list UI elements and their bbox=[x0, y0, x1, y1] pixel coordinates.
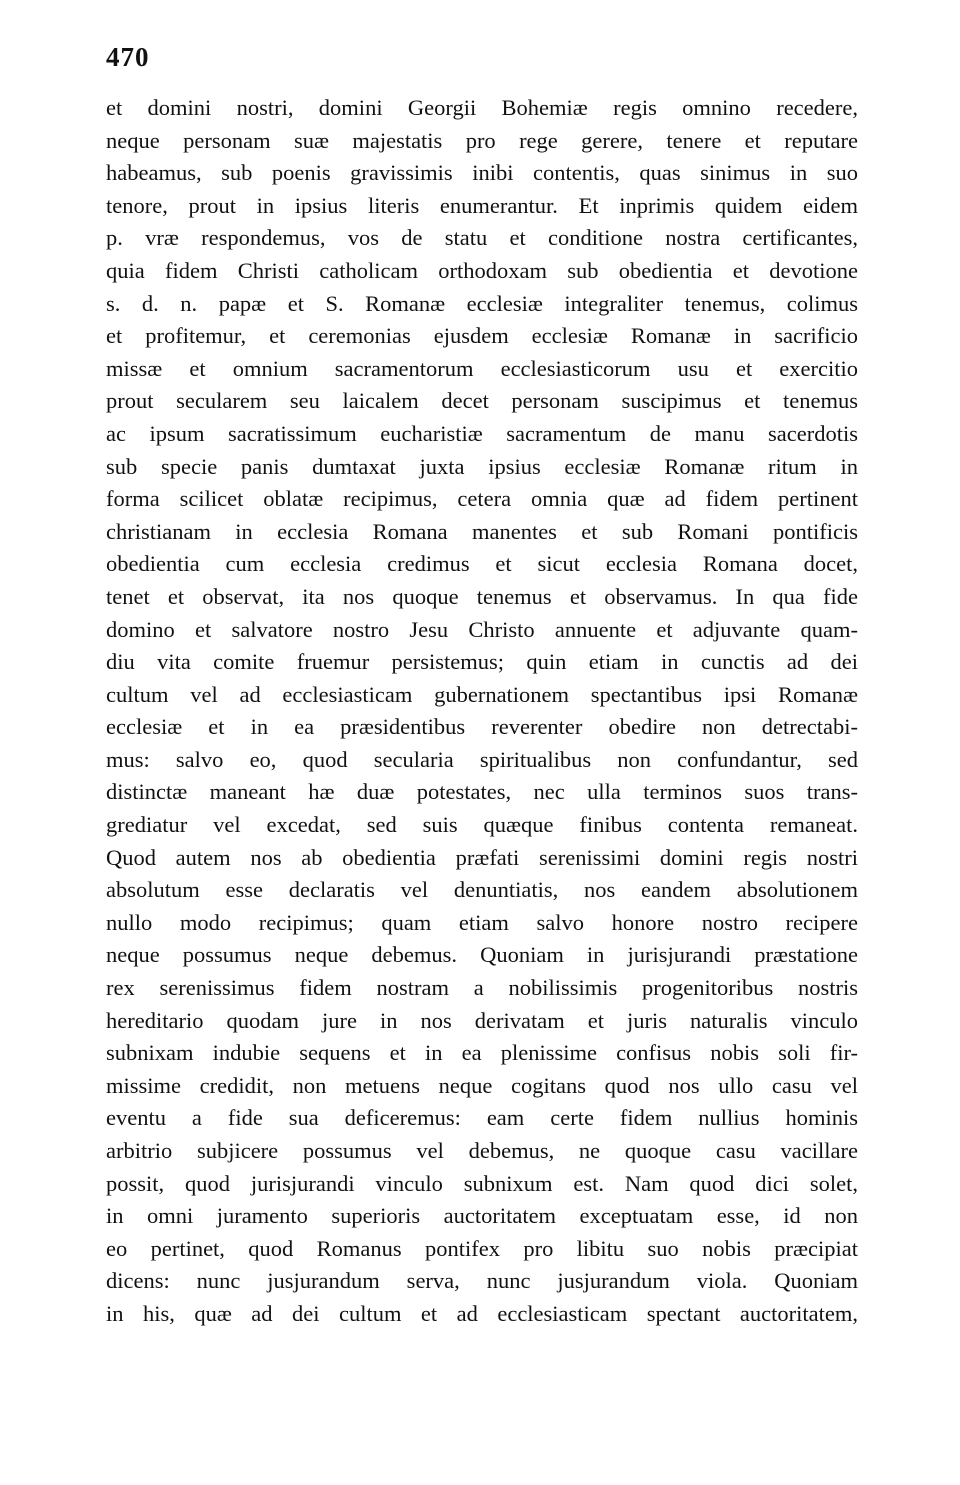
text-line: absolutum esse declaratis vel denuntiatis, nos eandem absolutionem bbox=[106, 877, 858, 903]
text-line: dicens: nunc jusjurandum serva, nunc jusjurandum viola. Quoniam bbox=[106, 1268, 858, 1294]
text-line: habeamus, sub poenis gravissimis inibi contentis, quas sinimus in suo bbox=[106, 160, 858, 186]
text-line: rex serenissimus fidem nostram a nobilissimis progenitoribus nostris bbox=[106, 975, 858, 1001]
text-line: nullo modo recipimus; quam etiam salvo honore nostro recipere bbox=[106, 909, 858, 935]
text-line: in omni juramento superioris auctoritatem exceptuatam esse, id non bbox=[106, 1203, 858, 1229]
text-line: cultum vel ad ecclesiasticam gubernationem spectantibus ipsi Romanæ bbox=[106, 681, 858, 707]
body-text bbox=[106, 92, 858, 1331]
text-line: arbitrio subjicere possumus vel debemus, ne quoque casu vacillare bbox=[106, 1138, 858, 1163]
text-line: mus: salvo eo, quod secularia spiritualibus non confundantur, sed bbox=[106, 746, 858, 772]
text-line: neque personam suæ majestatis pro rege gerere, tenere et reputare bbox=[106, 127, 858, 153]
text-line: eo pertinet, quod Romanus pontifex pro libitu suo nobis præcipiat bbox=[106, 1235, 858, 1261]
text-line: domino et salvatore nostro Jesu Christo annuente et adjuvante quam- bbox=[106, 616, 858, 642]
text-line: eventu a fide sua deficeremus: eam certe fidem nullius hominis bbox=[106, 1105, 858, 1131]
text-line: christianam in ecclesia Romana manentes et sub Romani pontificis bbox=[106, 518, 858, 544]
text-line: diu vita comite fruemur persistemus; quin etiam in cunctis ad dei bbox=[106, 649, 858, 675]
page-number: 470 bbox=[106, 42, 150, 72]
text-line: possit, quod jurisjurandi vinculo subnixum est. Nam quod dici solet, bbox=[106, 1170, 858, 1196]
text-line: p. vræ respondemus, vos de statu et conditione nostra certificantes, bbox=[106, 225, 858, 251]
text-line: s. d. n. papæ et S. Romanæ ecclesiæ integraliter tenemus, colimus bbox=[106, 290, 858, 316]
text-line: ac ipsum sacratissimum eucharistiæ sacramentum de manu sacerdotis bbox=[106, 420, 858, 446]
text-line: quia fidem Christi catholicam orthodoxam sub obedientia et devotione bbox=[106, 257, 858, 283]
text-line: prout secularem seu laicalem decet personam suscipimus et tenemus bbox=[106, 388, 858, 414]
text-line: sub specie panis dumtaxat juxta ipsius ecclesiæ Romanæ ritum in bbox=[106, 453, 858, 479]
text-line: hereditario quodam jure in nos derivatam et juris naturalis vinculo bbox=[106, 1007, 858, 1033]
text-line: tenore, prout in ipsius literis enumerantur. Et inprimis quidem eidem bbox=[106, 192, 858, 218]
text-line: grediatur vel excedat, sed suis quæque finibus contenta remaneat. bbox=[106, 812, 858, 838]
text-line: distinctæ maneant hæ duæ potestates, nec ulla terminos suos trans- bbox=[106, 779, 858, 805]
text-line: et domini nostri, domini Georgii Bohemiæ regis omnino recedere, bbox=[106, 95, 858, 120]
text-line: ecclesiæ et in ea præsidentibus reverenter obedire non detrectabi- bbox=[106, 714, 858, 740]
text-line: tenet et observat, ita nos quoque tenemus et observamus. In qua fide bbox=[106, 583, 858, 609]
text-line: subnixam indubie sequens et in ea plenissime confisus nobis soli fir- bbox=[106, 1040, 858, 1066]
text-line: et profitemur, et ceremonias ejusdem ecclesiæ Romanæ in sacrificio bbox=[106, 323, 858, 349]
text-line: forma scilicet oblatæ recipimus, cetera omnia quæ ad fidem pertinent bbox=[106, 486, 858, 512]
text-line: in his, quæ ad dei cultum et ad ecclesiasticam spectant auctoritatem, bbox=[106, 1300, 858, 1326]
text-line: missæ et omnium sacramentorum ecclesiasticorum usu et exercitio bbox=[106, 355, 858, 381]
text-line: neque possumus neque debemus. Quoniam in jurisjurandi præstatione bbox=[106, 942, 858, 968]
text-line: obedientia cum ecclesia credimus et sicut ecclesia Romana docet, bbox=[106, 551, 858, 577]
text-line: missime credidit, non metuens neque cogitans quod nos ullo casu vel bbox=[106, 1072, 858, 1098]
text-line: Quod autem nos ab obedientia præfati serenissimi domini regis nostri bbox=[106, 844, 858, 870]
